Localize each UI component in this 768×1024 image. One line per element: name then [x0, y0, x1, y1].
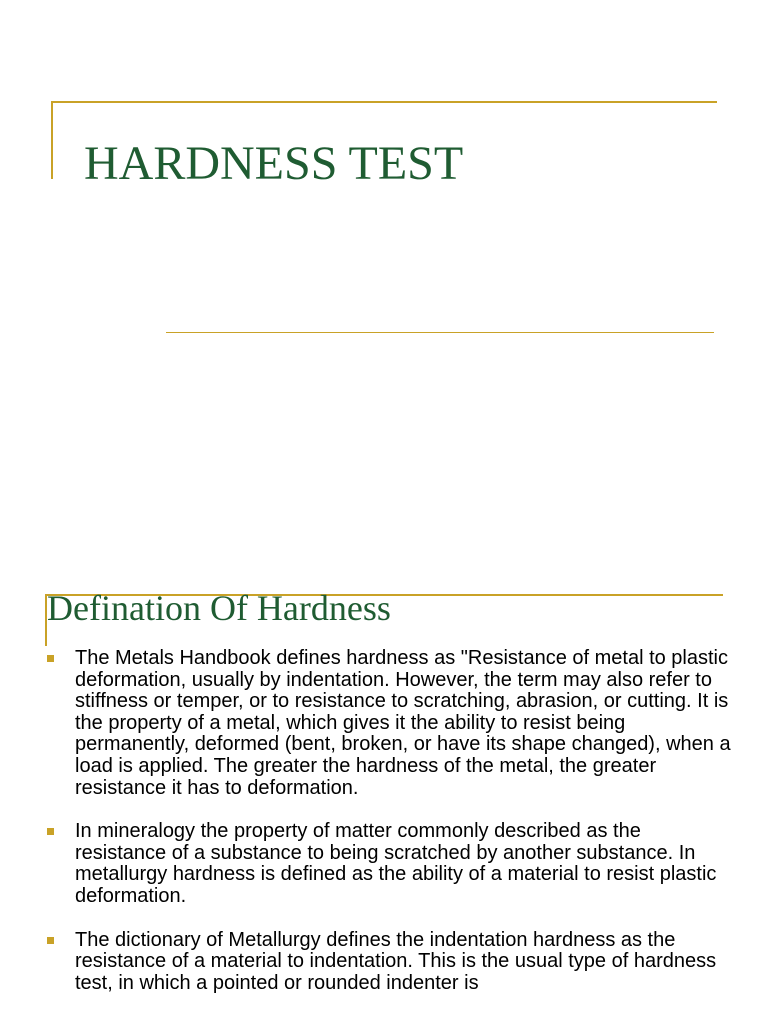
- bullet-item: [46, 821, 736, 907]
- title-frame-left-rule: [51, 101, 53, 179]
- slide-definition: [0, 576, 768, 1024]
- bullet-text: The dictionary of Metallurgy defines the indentation hardness as the resistance of a material to indentation. This is the usual type of hardness test, in which a pointed or rounded indenter is: [75, 928, 717, 994]
- bullet-item: [46, 930, 736, 995]
- title-frame-top-rule: [51, 101, 717, 103]
- square-bullet-icon: [47, 937, 54, 944]
- title-underline-rule: [166, 332, 714, 333]
- bullet-text: In mineralogy the property of matter commonly described as the resistance of a substance to being scratched by another substance. In metallurgy hardness is defined as the ability of a material to resist plastic deformation.: [75, 820, 717, 907]
- bullet-item: [46, 648, 736, 799]
- slide-title-heading: HARDNESS TEST: [84, 137, 464, 190]
- bullet-text: The Metals Handbook defines hardness as "Resistance of metal to plastic deformation, usually by indentation. However, the term may also refer to stiffness or temper, or to resistance to scratching, abrasion, or cutting. It is the property of a metal, which gives it the ability to resist being permanently, deformed (bent, broken, or have its shape changed), when a load is applied. The greater the hardness of the metal, the greater resistance it has to deformation.: [75, 647, 731, 799]
- square-bullet-icon: [47, 828, 54, 835]
- square-bullet-icon: [47, 655, 54, 662]
- definition-bullet-list: [46, 648, 736, 1016]
- definition-heading: Defination Of Hardness: [47, 588, 391, 628]
